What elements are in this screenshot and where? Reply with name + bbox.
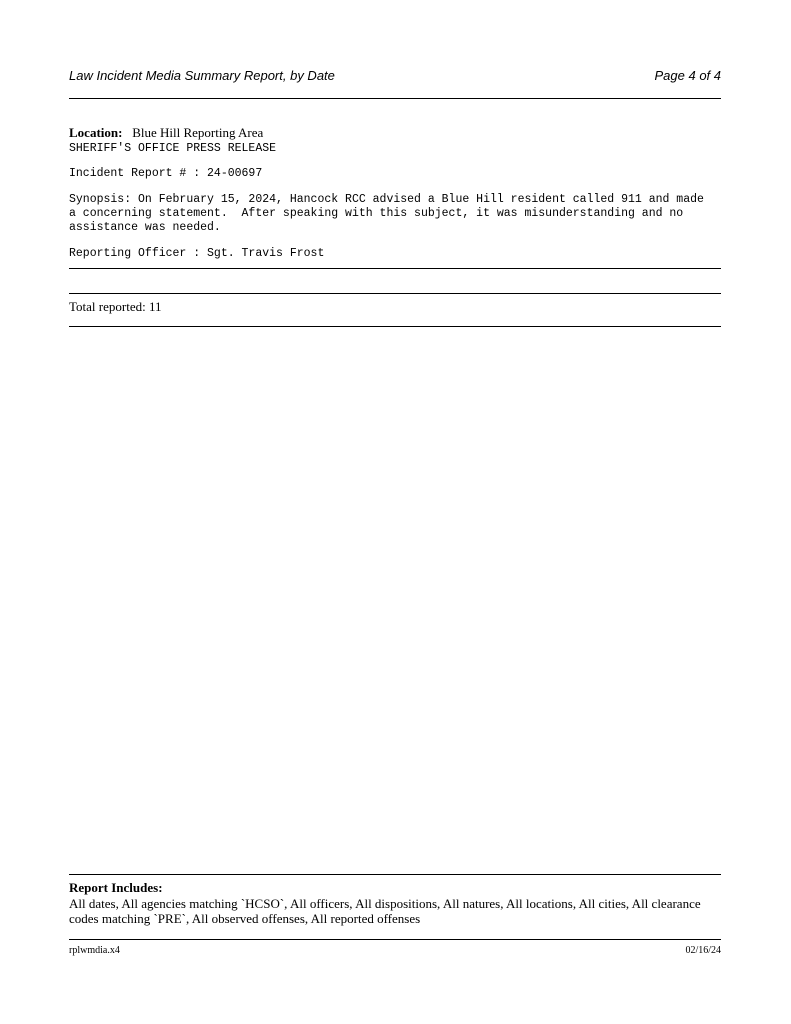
location-row [69,125,263,141]
location-value: Blue Hill Reporting Area [132,125,264,140]
incident-report-number: Incident Report # : 24-00697 [69,167,263,180]
report-code: rplwmdia.x4 [69,945,120,956]
synopsis-line-3: assistance was needed. [69,221,221,234]
report-includes-heading: Report Includes: [69,880,163,895]
page-number: Page 4 of 4 [654,68,721,83]
header-divider [69,98,721,99]
total-bottom-divider [69,326,721,327]
includes-top-divider [69,874,721,875]
synopsis-line-1: Synopsis: On February 15, 2024, Hancock RCC advised a Blue Hill resident called 911 and made [69,193,704,206]
total-reported: Total reported: 11 [69,299,162,314]
report-includes-line-2: codes matching `PRE`, All observed offenses, All reported offenses [69,911,421,926]
print-date: 02/16/24 [685,945,721,956]
location-label: Location: [69,125,123,140]
report-title: Law Incident Media Summary Report, by Date [69,68,335,83]
footer-divider [69,939,721,940]
incident-divider [69,268,721,269]
press-release-heading: SHERIFF'S OFFICE PRESS RELEASE [69,142,277,155]
report-includes-line-1: All dates, All agencies matching `HCSO`, All officers, All dispositions, All natures, All locations, All cities, All clearance [69,896,701,911]
reporting-officer: Reporting Officer : Sgt. Travis Frost [69,247,325,260]
total-top-divider [69,293,721,294]
synopsis-line-2: a concerning statement. After speaking with this subject, it was misunderstanding and no [69,207,684,220]
